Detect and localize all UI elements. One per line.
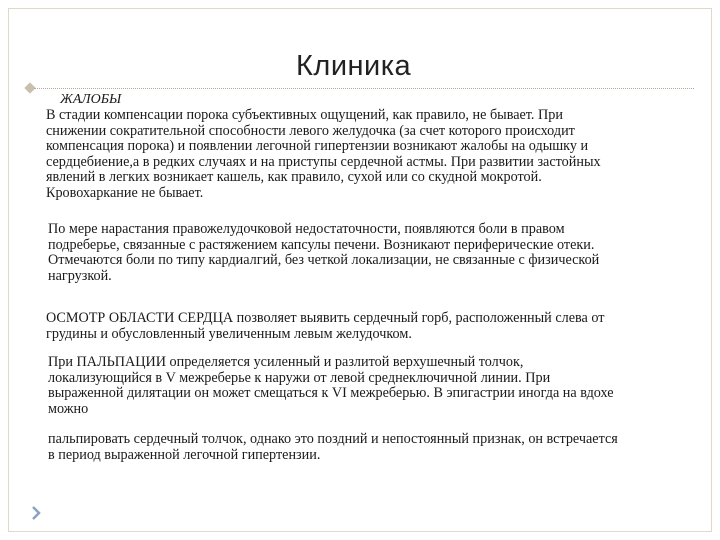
slide-frame-top (8, 8, 712, 9)
slide-frame-right (711, 8, 712, 532)
title-rule (34, 88, 694, 89)
slide-frame-left (8, 8, 9, 532)
chevron-nav-icon[interactable] (28, 505, 44, 521)
complaints-heading: ЖАЛОБЫ (60, 92, 122, 107)
slide-title: Клиника (296, 50, 412, 82)
paragraph-palpation-continued: пальпировать сердечный толчок, однако это поздний и непостоянный признак, он встречается в период выраженной легочной гипертензии. (48, 431, 618, 463)
paragraph-palpation: При ПАЛЬПАЦИИ определяется усиленный и разлитой верхушечный толчок, локализующийся в V межреберье к наружи от левой среднеключичной линии. При выраженной дилятации он может смещаться к VI межреберью. В эпигастрии иногда на вдохе можно (48, 354, 614, 417)
paragraph-complaints: В стадии компенсации порока субъективных ощущений, как правило, не бывает. При снижении сократительной способности левого желудочка (за счет которого происходит компенсация порока) и появлении легочной гипертензии возникают жалобы на одышку и сердцебиение,а в редких случаях и на приступы сердечной астмы. При развитии застойных явлений в легких возникает кашель, как правило, сухой или со скудной мокротой. Кровохаркание не бывает. (46, 107, 601, 201)
paragraph-right-ventricular: По мере нарастания правожелудочковой недостаточности, появляются боли в правом подреберье, связанные с растяжением капсулы печени. Возникают периферические отеки. Отмечаются боли по типу кардиалгий, без четкой локализации, не связанные с физической нагрузкой. (48, 221, 600, 284)
paragraph-inspection: ОСМОТР ОБЛАСТИ СЕРДЦА позволяет выявить сердечный горб, расположенный слева от грудины и обусловленный увеличенным левым желудочком. (46, 310, 605, 342)
slide-frame-bottom (8, 531, 712, 532)
